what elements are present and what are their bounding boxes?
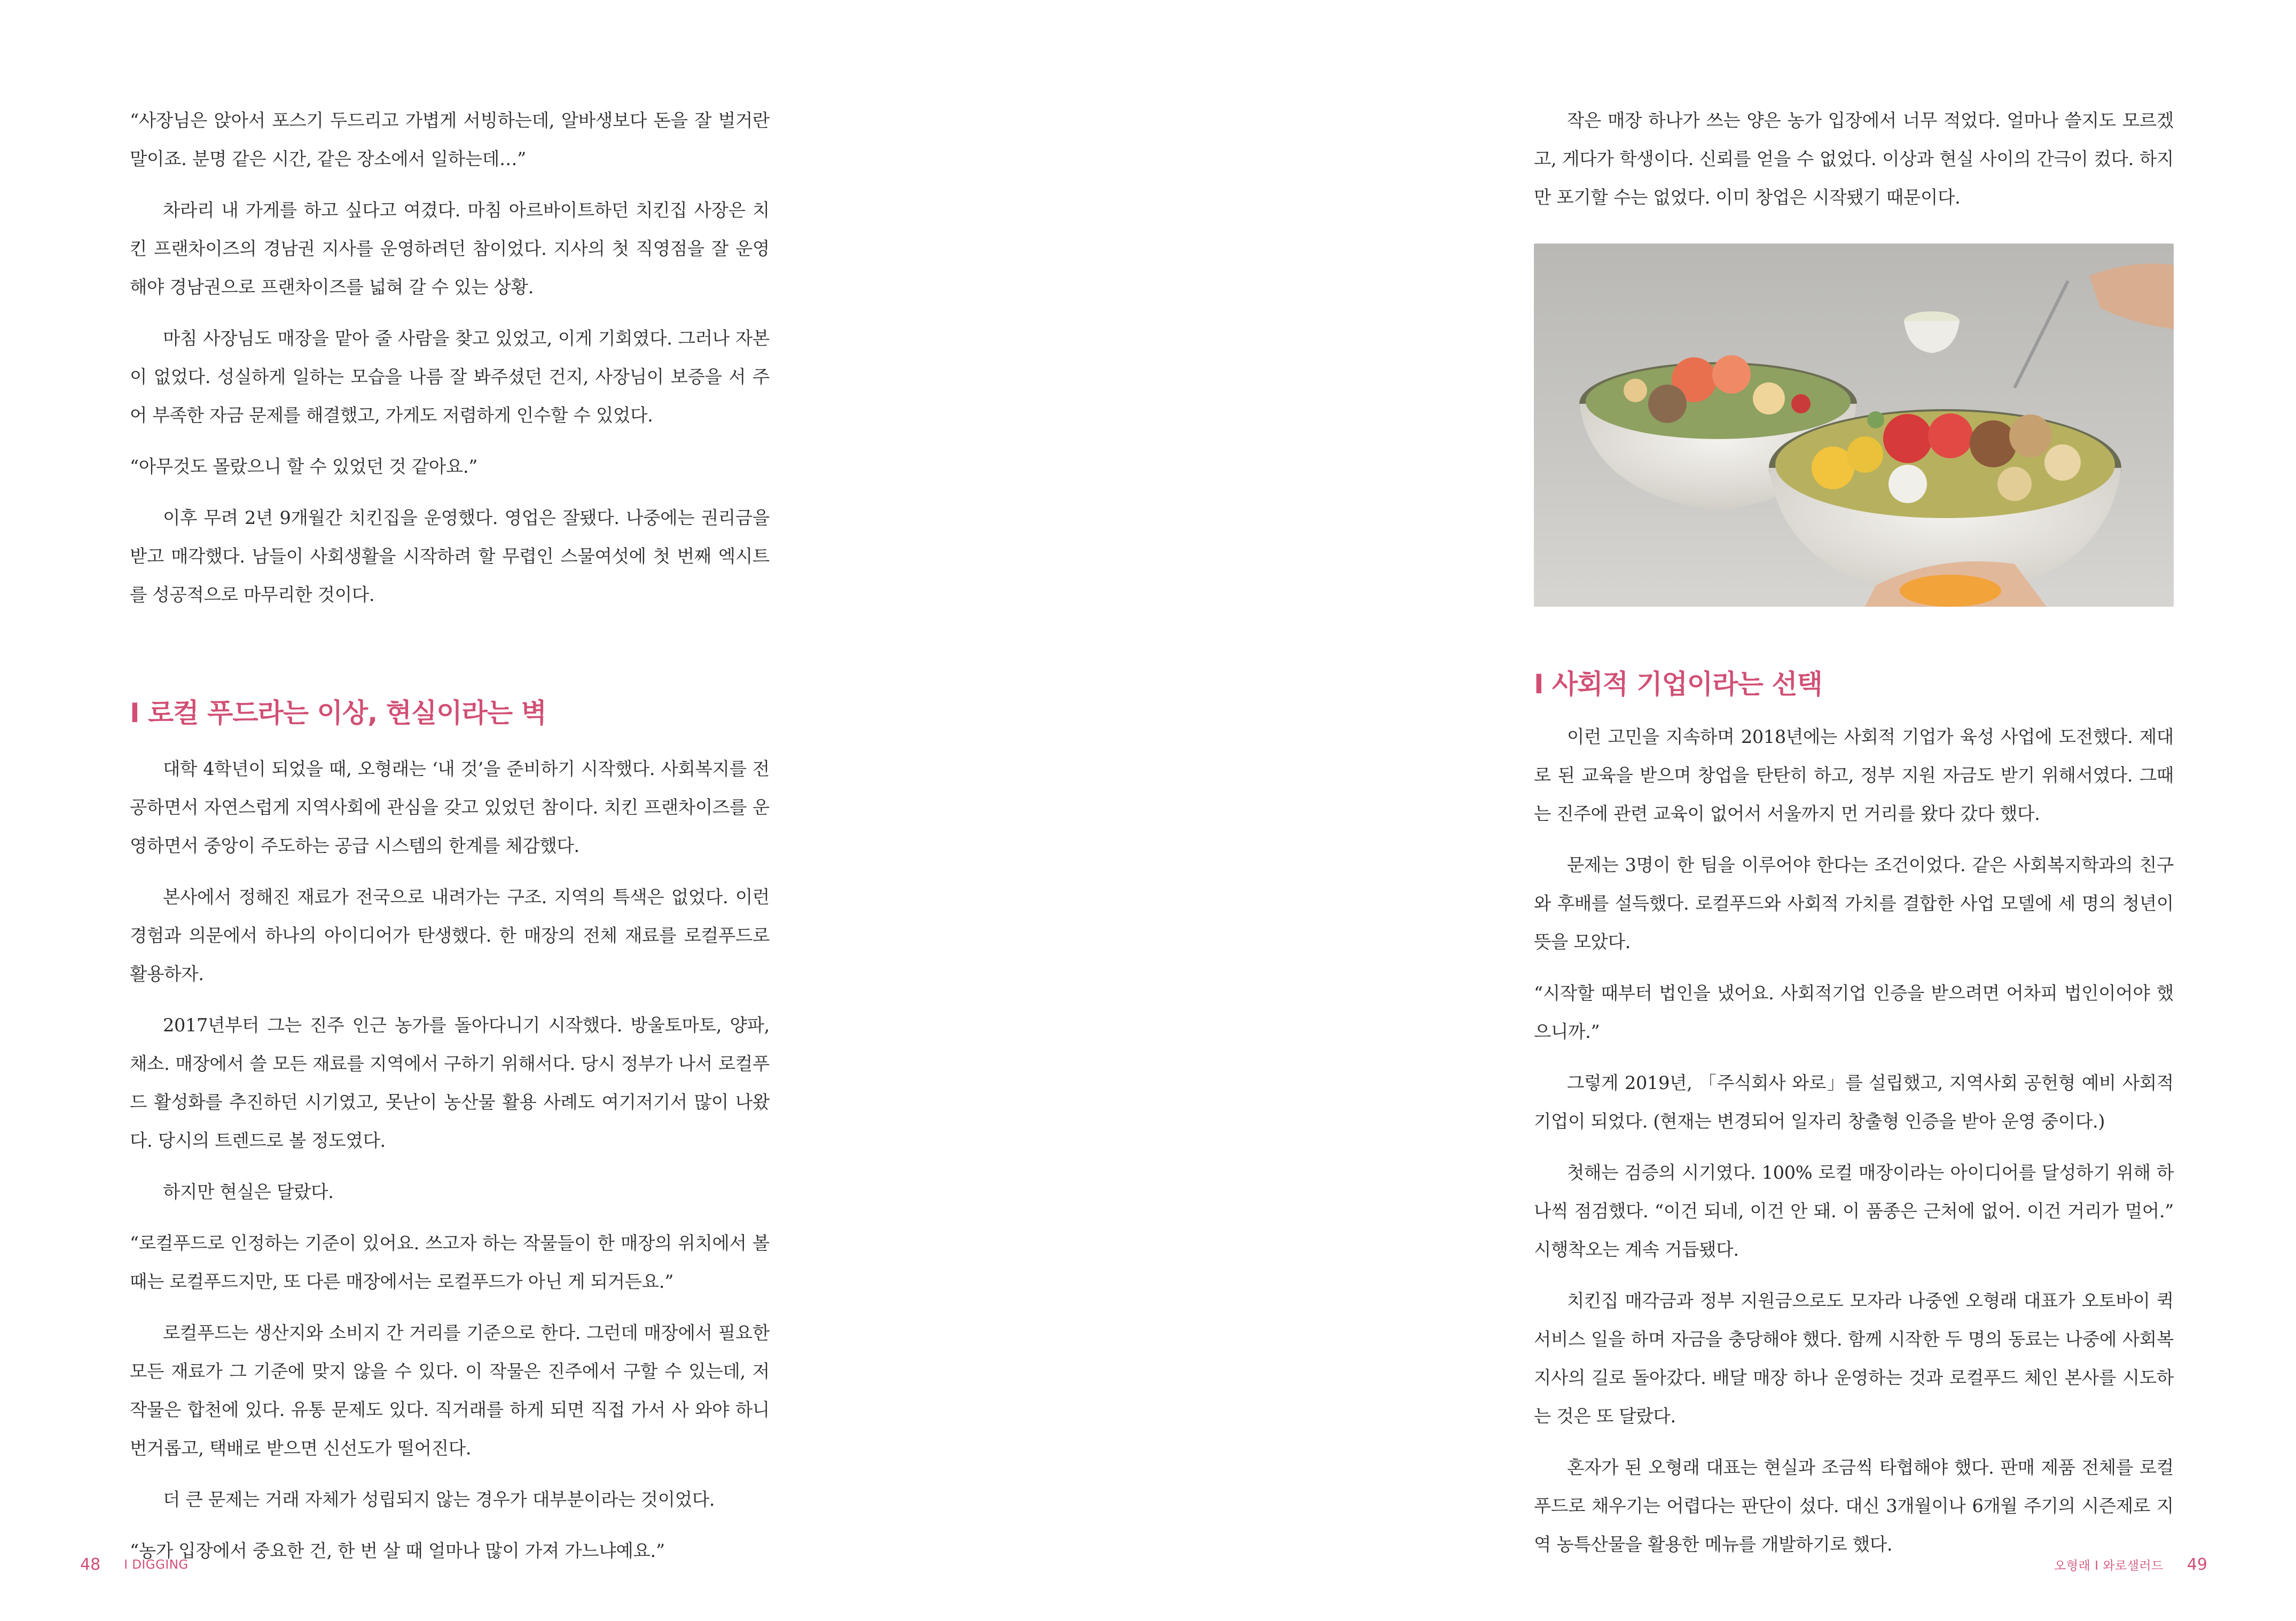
body-paragraph: 작은 매장 하나가 쓰는 양은 농가 입장에서 너무 적었다. 얼마나 쓸지도 모르겠고, 게다가 학생이다. 신뢰를 얻을 수 없었다. 이상과 현실 사이의 간극이 컸다. 하지만 포기할 수는 없었다. 이미 창업은 시작됐기 때문이다. bbox=[1534, 110, 2174, 208]
body-paragraph: 이런 고민을 지속하며 2018년에는 사회적 기업가 육성 사업에 도전했다. 제대로 된 교육을 받으며 창업을 탄탄히 하고, 정부 지원 자금도 받기 위해서였다. 그때는 진주에 관련 교육이 없어서 서울까지 먼 거리를 왔다 갔다 했다. bbox=[1534, 726, 2174, 824]
body-paragraph: 더 큰 문제는 거래 자체가 성립되지 않는 경우가 대부분이라는 것이었다. bbox=[163, 1489, 715, 1510]
quote-paragraph: “아무것도 몰랐으니 할 수 있었던 것 같아요.” bbox=[130, 456, 478, 477]
body-paragraph: 치킨집 매각금과 정부 지원금으로도 모자라 나중엔 오형래 대표가 오토바이 퀵서비스 일을 하며 자금을 충당해야 했다. 함께 시작한 두 명의 동료는 나중에 사회복지사의 길로 돌아갔다. 배달 매장 하나 운영하는 것과 로컬푸드 체인 본사를 시도하는 것은 또 달랐다. bbox=[1534, 1290, 2174, 1427]
quote-paragraph: “농가 입장에서 중요한 건, 한 번 살 때 얼마나 많이 가져 가느냐예요.” bbox=[130, 1540, 665, 1561]
section-label: 오형래 I 와로샐러드 bbox=[2054, 1559, 2164, 1573]
quote-paragraph: “시작할 때부터 법인을 냈어요. 사회적기업 인증을 받으려면 어차피 법인이어야 했으니까.” bbox=[1534, 983, 2174, 1042]
body-paragraph: 2017년부터 그는 진주 인근 농가를 돌아다니기 시작했다. 방울토마토, 양파, 채소. 매장에서 쓸 모든 재료를 지역에서 구하기 위해서다. 당시 정부가 나서 로컬푸드 활성화를 추진하던 시기였고, 못난이 농산물 활용 사례도 여기저기서 많이 나왔다. 당시의 트렌드로 볼 정도였다. bbox=[130, 1015, 770, 1151]
section-label: I DIGGING bbox=[124, 1557, 189, 1572]
body-paragraph: 이후 무려 2년 9개월간 치킨집을 운영했다. 영업은 잘됐다. 나중에는 권리금을 받고 매각했다. 남들이 사회생활을 시작하려 할 무렵인 스물여섯에 첫 번째 엑시트를 성공적으로 마무리한 것이다. bbox=[130, 507, 770, 605]
right-folio bbox=[2054, 1555, 2207, 1574]
section-heading: I 로컬 푸드라는 이상, 현실이라는 벽 bbox=[130, 698, 546, 729]
quote-paragraph: “사장님은 앉아서 포스기 두드리고 가볍게 서빙하는데, 알바생보다 돈을 잘 벌거란 말이죠. 분명 같은 시간, 같은 장소에서 일하는데…” bbox=[130, 110, 770, 169]
body-paragraph: 하지만 현실은 달랐다. bbox=[163, 1181, 334, 1202]
left-folio bbox=[80, 1555, 189, 1574]
body-paragraph: 차라리 내 가게를 하고 싶다고 여겼다. 마침 아르바이트하던 치킨집 사장은 치킨 프랜차이즈의 경남권 지사를 운영하려던 참이었다. 지사의 첫 직영점을 잘 운영해야 경남권으로 프랜차이즈를 넓혀 갈 수 있는 상황. bbox=[130, 200, 770, 297]
left-text-column bbox=[130, 101, 770, 1570]
right-text-column bbox=[1534, 101, 2174, 1564]
body-paragraph: 문제는 3명이 한 팀을 이루어야 한다는 조건이었다. 같은 사회복지학과의 친구와 후배를 설득했다. 로컬푸드와 사회적 가치를 결합한 사업 모델에 세 명의 청년이 뜻을 모았다. bbox=[1534, 855, 2174, 952]
body-paragraph: 그렇게 2019년, 「주식회사 와로」를 설립했고, 지역사회 공헌형 예비 사회적 기업이 되었다. (현재는 변경되어 일자리 창출형 인증을 받아 운영 중이다.) bbox=[1534, 1072, 2174, 1132]
body-paragraph: 마침 사장님도 매장을 맡아 줄 사람을 찾고 있었고, 이게 기회였다. 그러나 자본이 없었다. 성실하게 일하는 모습을 나름 잘 봐주셨던 건지, 사장님이 보증을 서 주어 부족한 자금 문제를 해결했고, 가게도 저렴하게 인수할 수 있었다. bbox=[130, 328, 770, 426]
page-number: 48 bbox=[80, 1555, 101, 1574]
body-paragraph: 대학 4학년이 되었을 때, 오형래는 ‘내 것’을 준비하기 시작했다. 사회복지를 전공하면서 자연스럽게 지역사회에 관심을 갖고 있었던 참이다. 치킨 프랜차이즈를 운영하면서 중앙이 주도하는 공급 시스템의 한계를 체감했다. bbox=[130, 758, 770, 856]
body-paragraph: 로컬푸드는 생산지와 소비지 간 거리를 기준으로 한다. 그런데 매장에서 필요한 모든 재료가 그 기준에 맞지 않을 수 있다. 이 작물은 진주에서 구할 수 있는데, 저 작물은 합천에 있다. 유통 문제도 있다. 직거래를 하게 되면 직접 가서 사 와야 하니 번거롭고, 택배로 받으면 신선도가 떨어진다. bbox=[130, 1322, 770, 1459]
body-paragraph: 첫해는 검증의 시기였다. 100% 로컬 매장이라는 아이디어를 달성하기 위해 하나씩 점검했다. “이건 되네, 이건 안 돼. 이 품종은 근처에 없어. 이건 거리가 멀어.” 시행착오는 계속 거듭됐다. bbox=[1534, 1162, 2174, 1260]
page-number: 49 bbox=[2187, 1555, 2207, 1574]
salad-bowls-photo bbox=[1534, 244, 2174, 607]
right-page bbox=[1148, 0, 2296, 1621]
quote-paragraph: “로컬푸드로 인정하는 기준이 있어요. 쓰고자 하는 작물들이 한 매장의 위치에서 볼 때는 로컬푸드지만, 또 다른 매장에서는 로컬푸드가 아닌 게 되거든요.” bbox=[130, 1233, 770, 1292]
body-paragraph: 혼자가 된 오형래 대표는 현실과 조금씩 타협해야 했다. 판매 제품 전체를 로컬푸드로 채우기는 어렵다는 판단이 섰다. 대신 3개월이나 6개월 주기의 시즌제로 지역 농특산물을 활용한 메뉴를 개발하기로 했다. bbox=[1534, 1457, 2174, 1555]
body-paragraph: 본사에서 정해진 재료가 전국으로 내려가는 구조. 지역의 특색은 없었다. 이런 경험과 의문에서 하나의 아이디어가 탄생했다. 한 매장의 전체 재료를 로컬푸드로 활용하자. bbox=[130, 887, 770, 984]
section-heading: I 사회적 기업이라는 선택 bbox=[1534, 669, 1822, 700]
